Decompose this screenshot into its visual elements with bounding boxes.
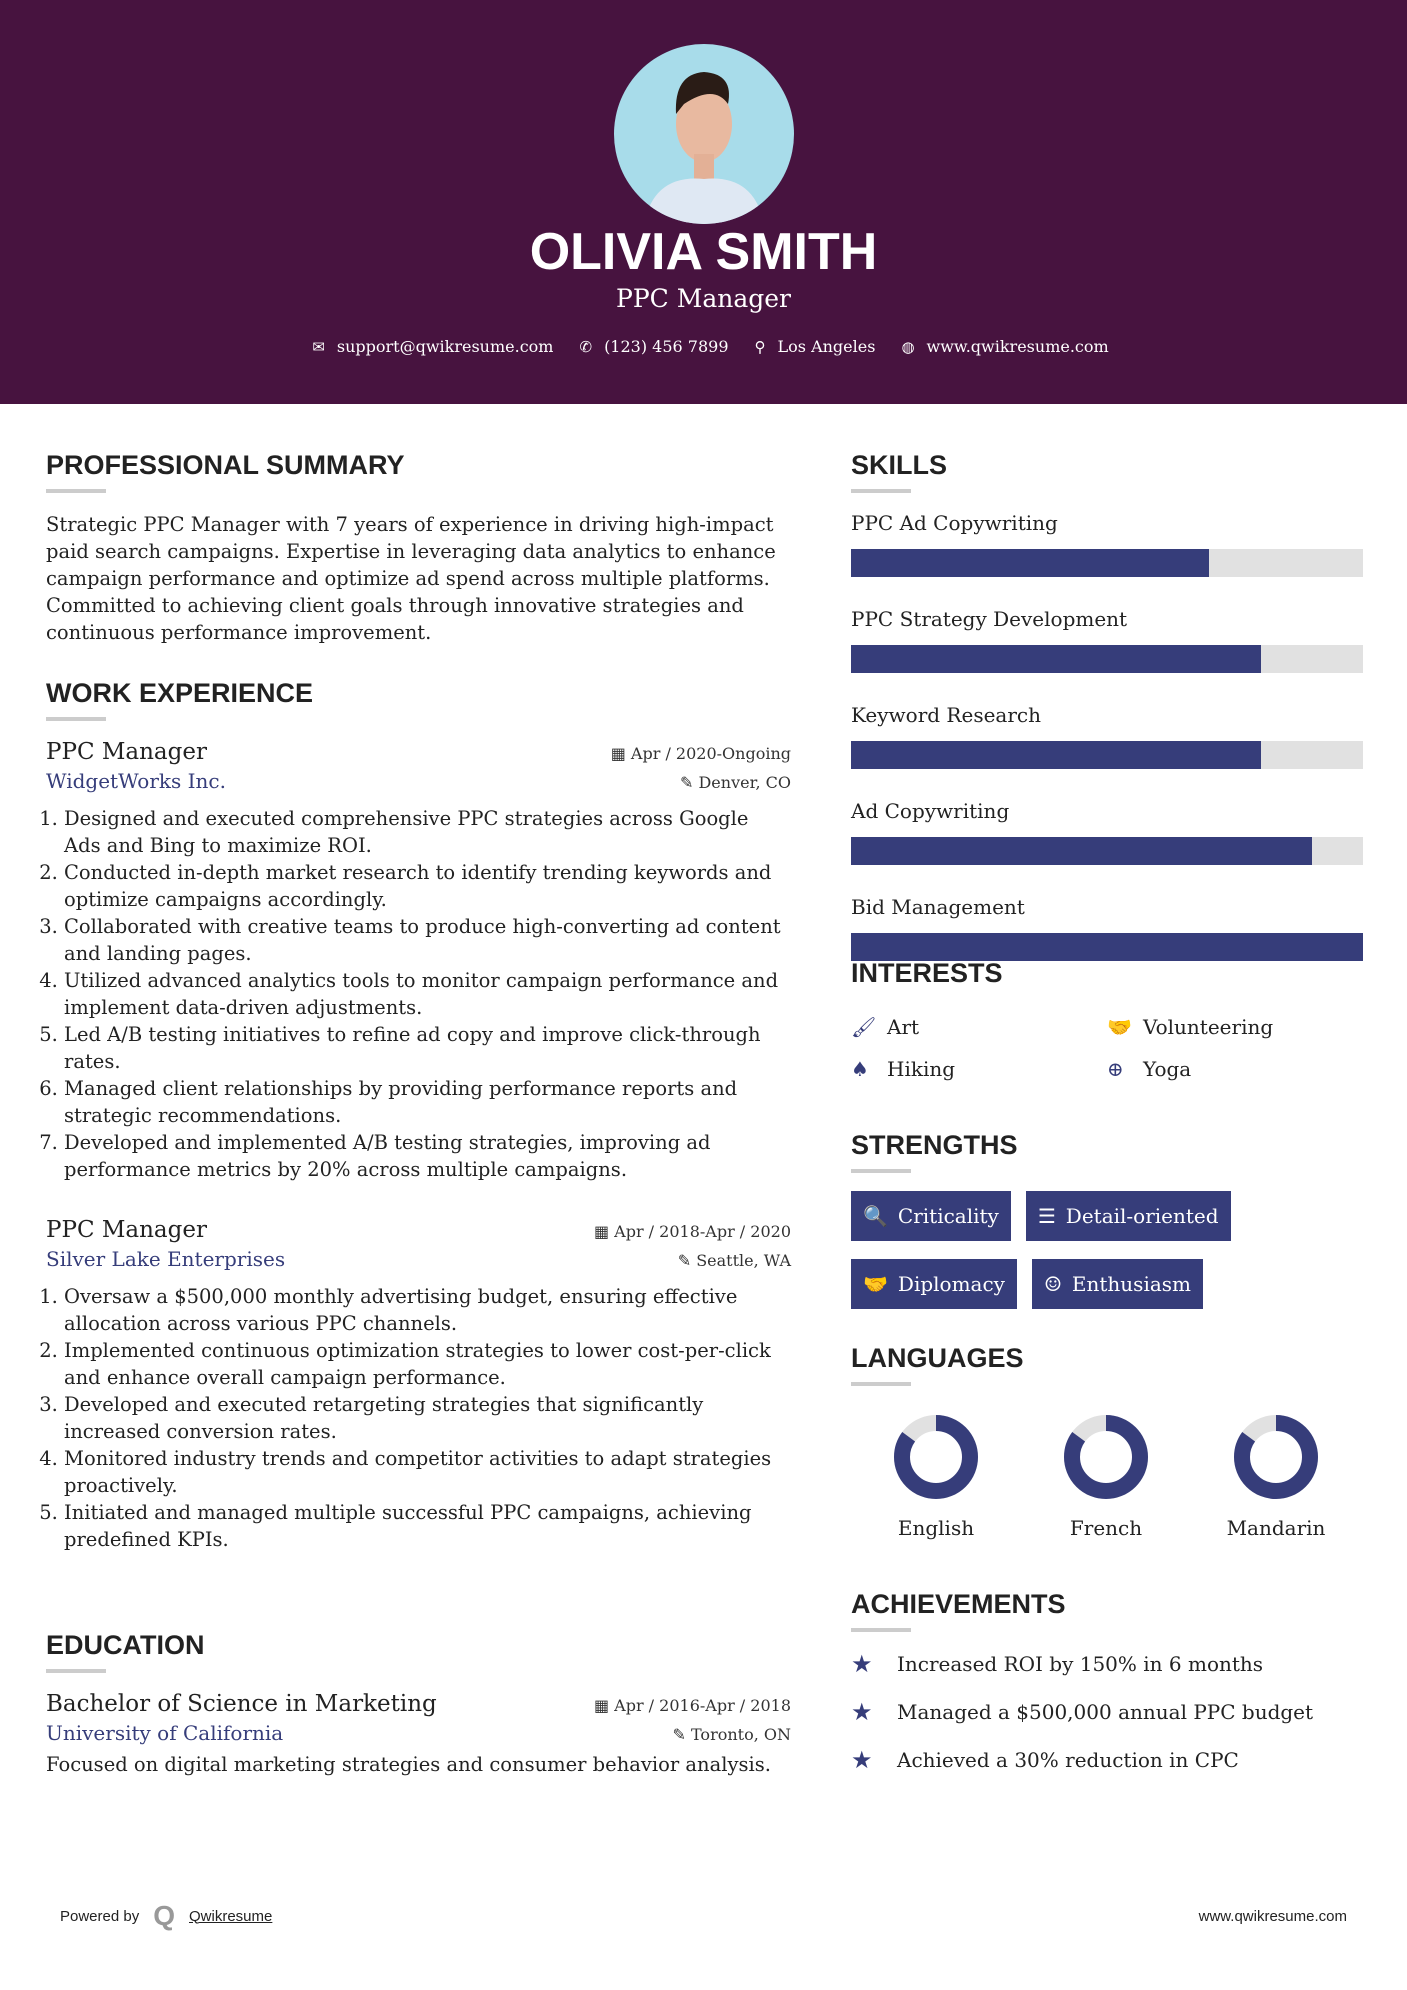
interest-label: Art — [887, 1015, 920, 1039]
bullet: 7. Developed and implemented A/B testing strategies, improving ad performance metrics by 20% across multiple campaigns. — [64, 1129, 791, 1183]
achievement-item — [851, 1650, 1363, 1678]
interest-label: Volunteering — [1143, 1015, 1274, 1039]
job-title: PPC Manager — [46, 739, 207, 765]
languages-section — [851, 1343, 1363, 1540]
interests-section — [851, 958, 1363, 1081]
strength-badge — [1026, 1191, 1231, 1241]
bullet: 2. Conducted in-depth market research to identify trending keywords and optimize campaigns accordingly. — [64, 859, 791, 913]
calendar-icon: ▦ — [610, 744, 631, 763]
skill-bar — [851, 741, 1363, 769]
company[interactable]: Silver Lake Enterprises — [46, 1247, 286, 1271]
brand-link[interactable]: Qwikresume — [189, 1907, 273, 1925]
strength-label: Criticality — [897, 1204, 999, 1228]
skill-bar-fill — [851, 741, 1261, 769]
interest-item — [1107, 1057, 1363, 1081]
achievement-item — [851, 1698, 1363, 1726]
company[interactable]: WidgetWorks Inc. — [46, 769, 226, 793]
smile-icon: ☺ — [1043, 1272, 1062, 1296]
divider — [851, 1169, 911, 1173]
strength-label: Diplomacy — [897, 1272, 1005, 1296]
language-label: Mandarin — [1226, 1516, 1326, 1540]
divider — [851, 997, 911, 1001]
language-donut — [1231, 1412, 1321, 1502]
work-section — [46, 678, 791, 1553]
language-donut — [891, 1412, 981, 1502]
job-title: PPC Manager — [46, 1217, 207, 1243]
divider — [46, 1669, 106, 1673]
section-heading: INTERESTS — [851, 958, 1003, 988]
star-icon: ★ — [851, 1746, 873, 1774]
strength-badge — [851, 1191, 1011, 1241]
phone: (123) 456 7899 — [604, 337, 729, 356]
pin-icon: ✎ — [672, 1725, 691, 1744]
contact-bar — [0, 337, 1407, 356]
achievement-item — [851, 1746, 1363, 1774]
skill-name: PPC Strategy Development — [851, 607, 1128, 631]
globe-icon: ◍ — [901, 337, 915, 356]
skill-name: Bid Management — [851, 895, 1025, 919]
paintbrush-icon: 🖌 — [851, 1015, 877, 1039]
calendar-icon: ▦ — [593, 1696, 615, 1715]
skill-name: PPC Ad Copywriting — [851, 511, 1058, 535]
lifebuoy-icon: ⊕ — [1107, 1057, 1124, 1081]
section-heading: STRENGTHS — [851, 1130, 1018, 1160]
skill-bar-fill — [851, 837, 1312, 865]
bullet: 1. Oversaw a $500,000 monthly advertising budget, ensuring effective allocation across various PPC channels. — [64, 1283, 791, 1337]
language-item — [1191, 1412, 1361, 1540]
skill-bar-fill — [851, 645, 1261, 673]
bullet: 5. Initiated and managed multiple successful PPC campaigns, achieving predefined KPIs. — [64, 1499, 791, 1553]
achievement-text: Achieved a 30% reduction in CPC — [897, 1748, 1239, 1772]
star-icon: ★ — [851, 1650, 873, 1678]
tree-icon: ♠ — [851, 1057, 869, 1081]
section-heading: ACHIEVEMENTS — [851, 1589, 1066, 1619]
summary-section — [46, 450, 791, 646]
language-item — [1021, 1412, 1191, 1540]
list-icon: ☰ — [1037, 1204, 1056, 1228]
edu-description: Focused on digital marketing strategies and consumer behavior analysis. — [46, 1753, 771, 1776]
star-icon: ★ — [851, 1698, 873, 1726]
search-icon: 🔍 — [863, 1204, 888, 1228]
divider — [46, 489, 106, 493]
language-item — [851, 1412, 1021, 1540]
skill-bar — [851, 645, 1363, 673]
job-date: Apr / 2018-Apr / 2020 — [614, 1222, 791, 1241]
qwikresume-logo-icon: Q — [153, 1900, 175, 1931]
bullet: 2. Implemented continuous optimization strategies to lower cost-per-click and enhance overall campaign performance. — [64, 1337, 791, 1391]
language-donut — [1061, 1412, 1151, 1502]
envelope-icon: ✉ — [312, 337, 325, 356]
interest-label: Yoga — [1143, 1057, 1192, 1081]
bullet: 6. Managed client relationships by providing performance reports and strategic recommendations. — [64, 1075, 791, 1129]
edu-date: Apr / 2016-Apr / 2018 — [614, 1696, 791, 1715]
skill-name: Ad Copywriting — [851, 799, 1010, 823]
skill-bar — [851, 933, 1363, 961]
strength-badge — [851, 1259, 1017, 1309]
achievement-text: Managed a $500,000 annual PPC budget — [897, 1700, 1314, 1724]
handshake-icon: 🤝 — [863, 1272, 888, 1296]
divider — [46, 717, 106, 721]
achievements-section — [851, 1589, 1363, 1794]
divider — [851, 489, 911, 493]
pin-icon: ✎ — [677, 1251, 697, 1270]
job-date: Apr / 2020-Ongoing — [630, 744, 791, 763]
achievement-text: Increased ROI by 150% in 6 months — [897, 1652, 1264, 1676]
powered-by: Powered by — [60, 1907, 140, 1925]
education-section — [46, 1630, 791, 1778]
profile-photo — [614, 44, 794, 224]
resume-header — [0, 0, 1407, 404]
calendar-icon: ▦ — [593, 1222, 615, 1241]
skill-bar — [851, 837, 1363, 865]
footer — [60, 1900, 1347, 1932]
job-bullets — [46, 805, 791, 1183]
skill-name: Keyword Research — [851, 703, 1041, 727]
strength-label: Detail-oriented — [1065, 1204, 1219, 1228]
job-entry — [46, 1217, 791, 1553]
handshake-icon: 🤝 — [1107, 1015, 1132, 1039]
language-label: French — [1069, 1516, 1143, 1540]
skill-bar-fill — [851, 933, 1363, 961]
skills-section — [851, 450, 1363, 991]
section-heading: PROFESSIONAL SUMMARY — [46, 450, 405, 480]
bullet: 3. Developed and executed retargeting strategies that significantly increased conversion rates. — [64, 1391, 791, 1445]
section-heading: LANGUAGES — [851, 1343, 1024, 1373]
section-heading: WORK EXPERIENCE — [46, 678, 314, 708]
candidate-name: OLIVIA SMITH — [529, 223, 878, 281]
section-heading: EDUCATION — [46, 1630, 205, 1660]
interest-item — [1107, 1015, 1363, 1039]
school[interactable]: University of California — [46, 1721, 284, 1745]
strength-label: Enthusiasm — [1071, 1272, 1191, 1296]
interest-item — [851, 1057, 1107, 1081]
bullet: 4. Utilized advanced analytics tools to monitor campaign performance and implement data-driven adjustments. — [64, 967, 791, 1021]
job-location: Seattle, WA — [696, 1251, 791, 1270]
pin-icon: ✎ — [679, 773, 699, 792]
bullet: 1. Designed and executed comprehensive PPC strategies across Google Ads and Bing to maximize ROI. — [64, 805, 791, 859]
footer-website[interactable]: www.qwikresume.com — [1198, 1907, 1347, 1925]
phone-icon: ✆ — [579, 337, 593, 356]
interest-label: Hiking — [887, 1057, 956, 1081]
skill-bar — [851, 549, 1363, 577]
location: Los Angeles — [777, 337, 876, 356]
interest-item — [851, 1015, 1107, 1039]
email[interactable]: support@qwikresume.com — [336, 337, 554, 356]
divider — [851, 1628, 911, 1632]
language-label: English — [897, 1516, 975, 1540]
job-bullets — [46, 1283, 791, 1553]
map-pin-icon: ⚲ — [754, 337, 766, 356]
strengths-section — [851, 1130, 1363, 1309]
bullet: 5. Led A/B testing initiatives to refine ad copy and improve click-through rates. — [64, 1021, 791, 1075]
job-location: Denver, CO — [698, 773, 791, 792]
skill-bar-fill — [851, 549, 1209, 577]
summary-text: Strategic PPC Manager with 7 years of experience in driving high-impact paid search campaigns. Expertise in leveraging data analytics to enhance campaign performance and optimize ad spend across multiple platforms. Committed to achieving client goals through innovative strategies and continuous performance improvement. — [46, 513, 776, 644]
divider — [851, 1382, 911, 1386]
bullet: 4. Monitored industry trends and competitor activities to adapt strategies proactively. — [64, 1445, 791, 1499]
bullet: 3. Collaborated with creative teams to produce high-converting ad content and landing pages. — [64, 913, 791, 967]
website[interactable]: www.qwikresume.com — [926, 337, 1109, 356]
section-heading: SKILLS — [851, 450, 948, 480]
edu-location: Toronto, ON — [691, 1725, 791, 1744]
job-entry — [46, 739, 791, 1183]
degree: Bachelor of Science in Marketing — [46, 1691, 437, 1717]
candidate-title: PPC Manager — [616, 284, 791, 313]
strength-badge — [1032, 1259, 1203, 1309]
